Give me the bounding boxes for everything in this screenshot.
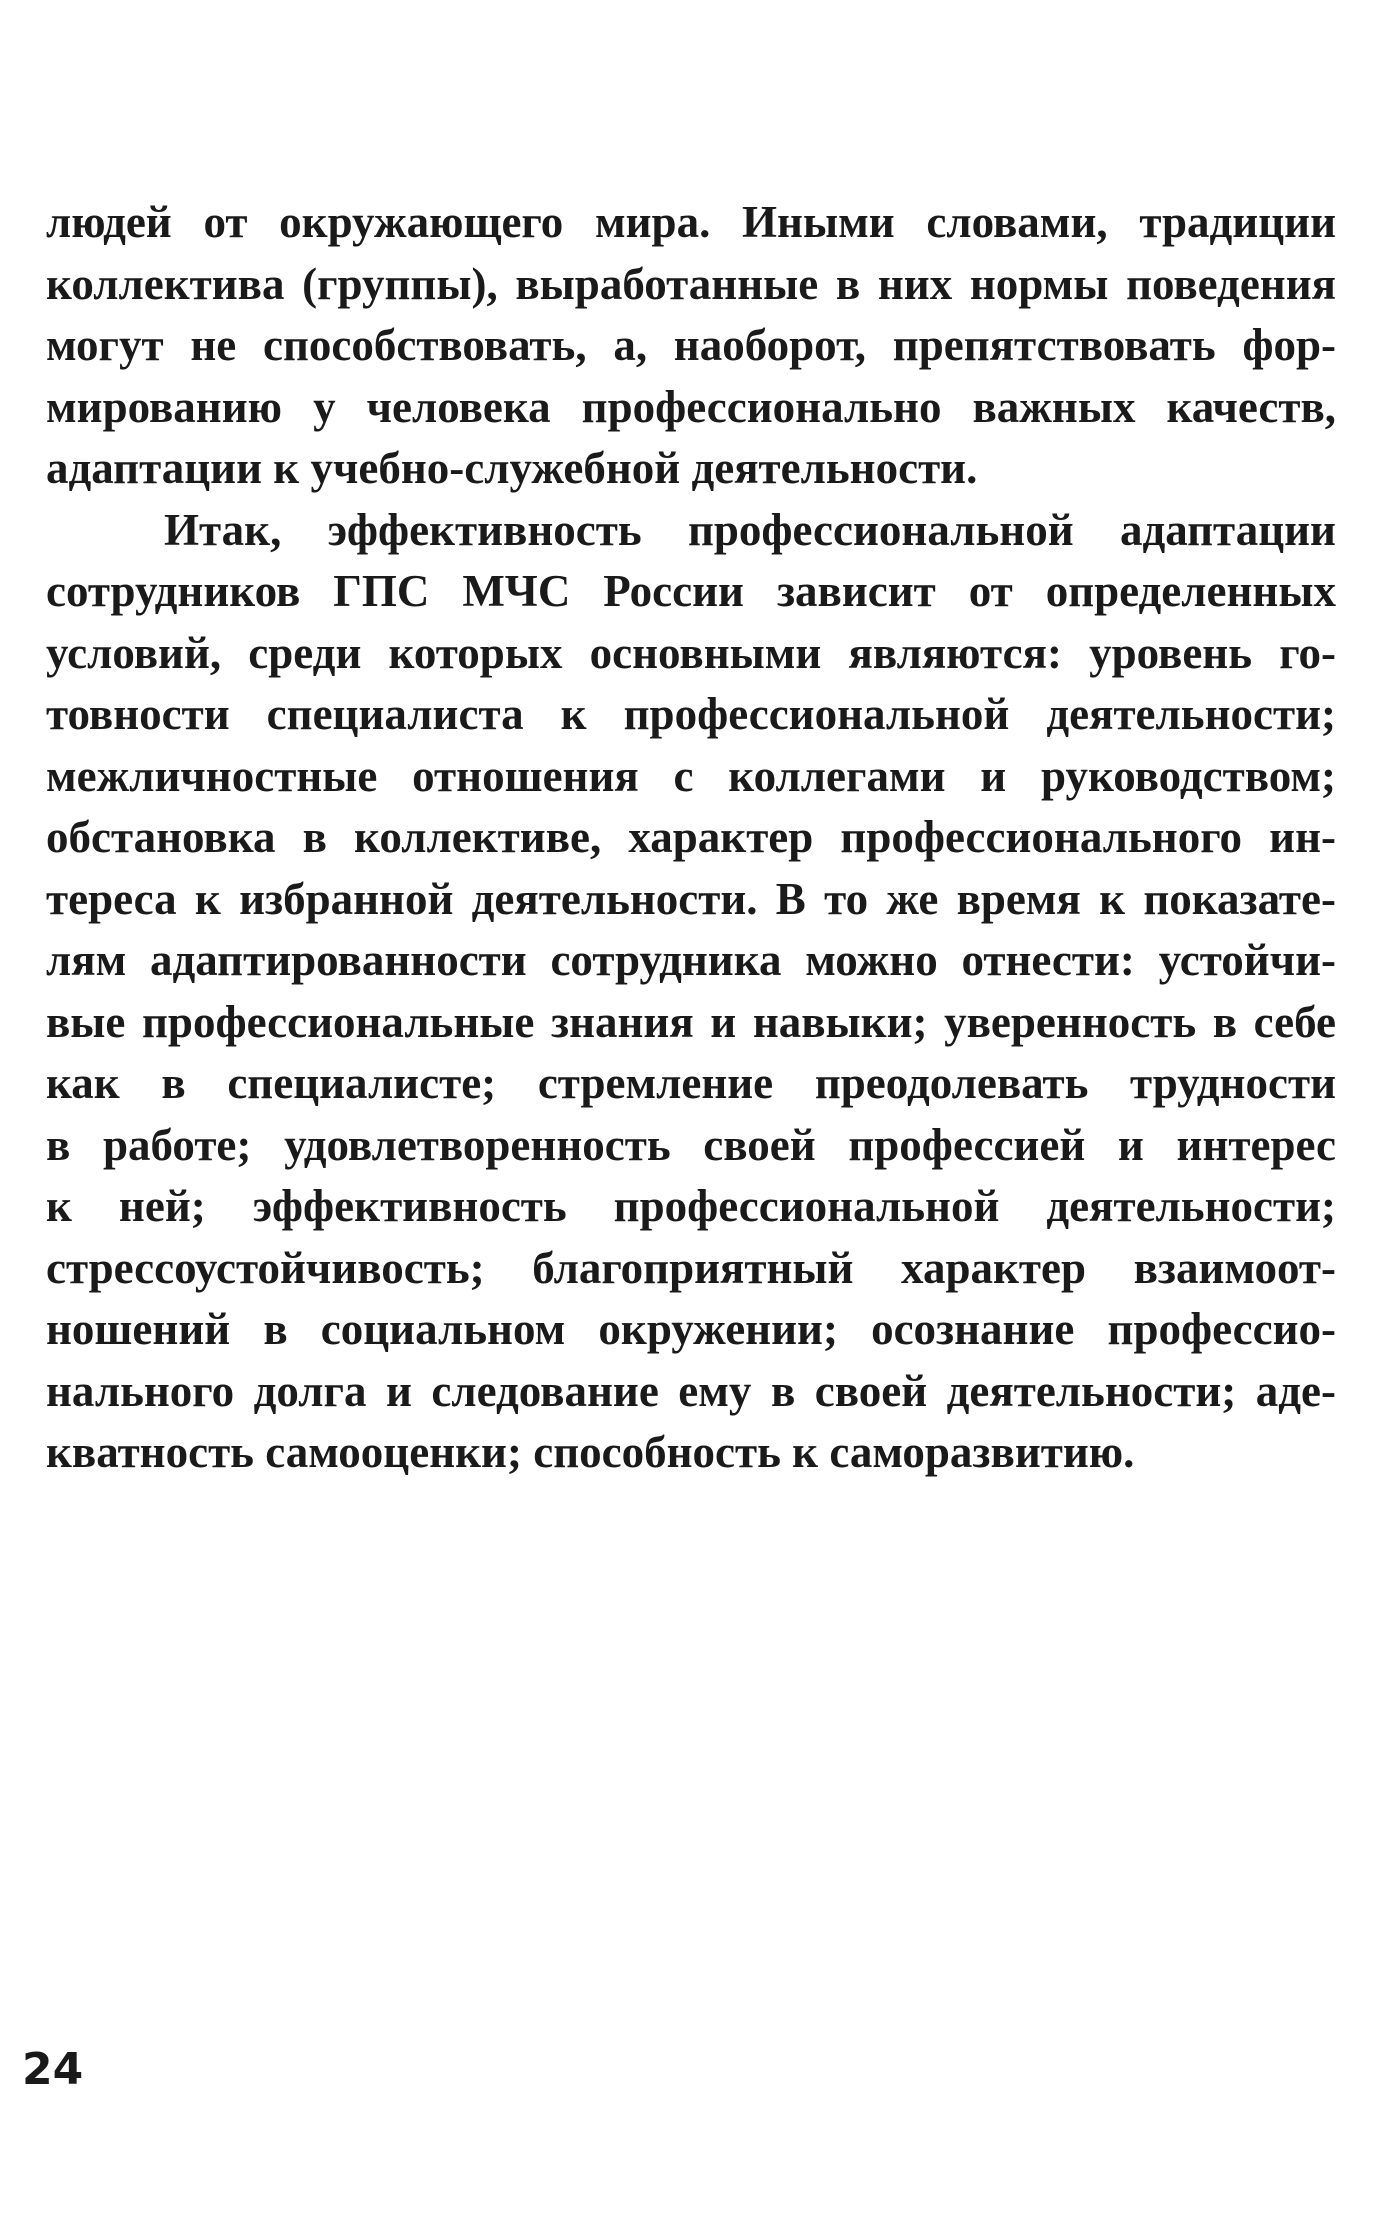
- page-number: 24: [22, 2044, 84, 2095]
- text-line: кватность самооценки; способность к саморазвитию.: [46, 1427, 1135, 1477]
- text-line: мированию у человека профессионально важных качеств,: [46, 381, 1336, 432]
- body-text: [46, 192, 1336, 1484]
- text-line: могут не способствовать, а, наоборот, препятствовать фор-: [46, 320, 1336, 370]
- text-line: обстановка в коллективе, характер профессионального ин-: [46, 812, 1336, 862]
- text-line: вые профессиональные знания и навыки; уверенность в себе: [46, 996, 1336, 1047]
- text-line: стрессоустойчивость; благоприятный характер взаимоот-: [46, 1242, 1336, 1293]
- text-line: людей от окружающего мира. Иными словами, традиции: [46, 197, 1336, 247]
- text-line: Итак, эффективность профессиональной адаптации: [164, 504, 1336, 555]
- text-line: нального долга и следование ему в своей деятельности; аде-: [46, 1365, 1336, 1416]
- text-line: условий, среди которых основными являются: уровень го-: [46, 627, 1336, 678]
- text-line: к ней; эффективность профессиональной деятельности;: [46, 1181, 1336, 1231]
- paragraph: [46, 500, 1336, 1484]
- text-line: лям адаптированности сотрудника можно отнести: устойчи-: [46, 935, 1336, 985]
- text-line: как в специалисте; стремление преодолевать трудности: [46, 1058, 1336, 1108]
- text-line: коллектива (группы), выработанные в них нормы поведения: [46, 258, 1336, 309]
- paragraph: [46, 192, 1336, 500]
- text-line: товности специалиста к профессиональной деятельности;: [46, 689, 1336, 739]
- text-line: в работе; удовлетворенность своей профессией и интерес: [46, 1119, 1336, 1170]
- text-line: ношений в социальном окружении; осознание профессио-: [46, 1304, 1336, 1354]
- text-line: адаптации к учебно-служебной деятельности.: [46, 443, 978, 493]
- text-line: сотрудников ГПС МЧС России зависит от определенных: [46, 566, 1336, 616]
- text-line: тереса к избранной деятельности. В то же время к показате-: [46, 873, 1336, 924]
- text-line: межличностные отношения с коллегами и руководством;: [46, 750, 1336, 801]
